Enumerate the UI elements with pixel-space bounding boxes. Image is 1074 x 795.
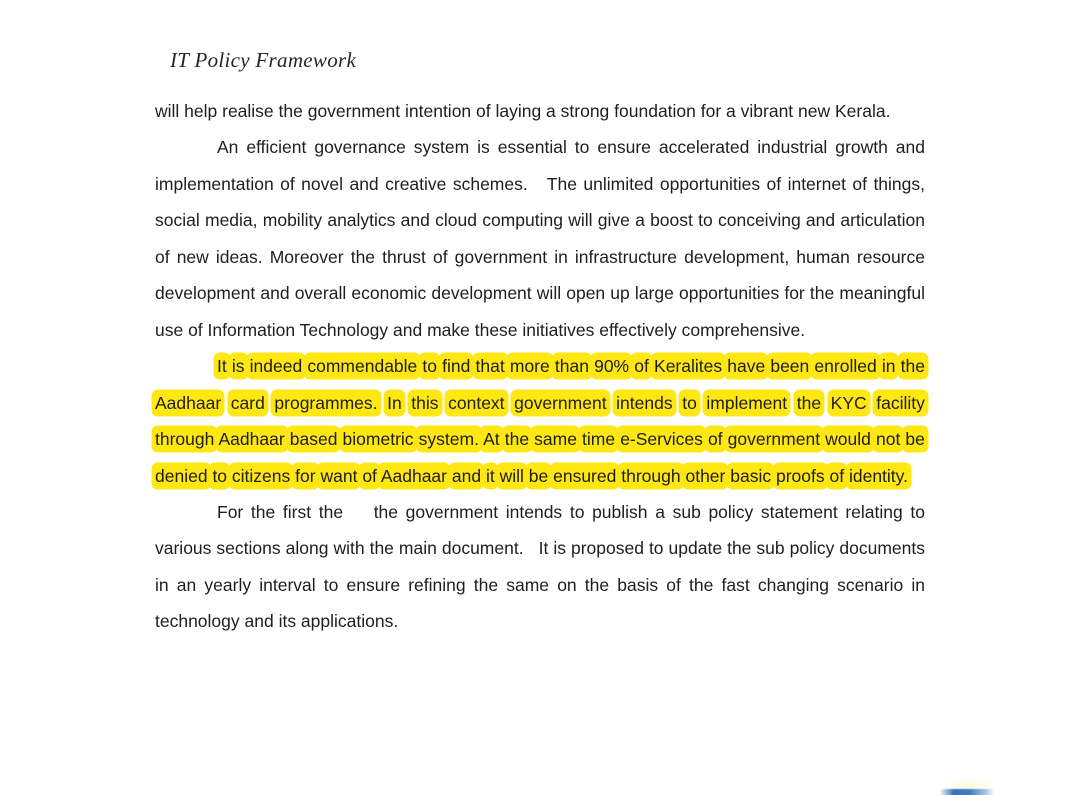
highlighted-word: Aadhaar — [155, 392, 222, 413]
highlighted-word: citizens — [231, 465, 291, 486]
highlighted-word: been — [770, 356, 810, 377]
highlighted-word: and — [451, 465, 482, 486]
highlighted-word: will — [499, 465, 524, 486]
highlighted-word: than — [554, 356, 589, 377]
bottom-edge-button[interactable] — [940, 789, 994, 795]
highlighted-word: context — [448, 392, 505, 413]
highlighted-word: through — [621, 465, 681, 486]
highlighted-word: same — [534, 429, 577, 450]
highlighted-word: would — [825, 429, 871, 450]
highlighted-word: 90% — [594, 356, 630, 377]
page-header-title: IT Policy Framework — [170, 48, 357, 72]
highlighted-word: identity. — [848, 465, 908, 486]
highlighted-word: e-Services — [620, 429, 703, 450]
highlighted-word: Aadhaar — [218, 429, 285, 450]
highlighted-word: based — [289, 429, 338, 450]
highlighted-word: implement — [706, 392, 788, 413]
highlighted-word: be — [905, 429, 925, 450]
document-body — [155, 93, 925, 640]
highlighted-word: indeed — [249, 356, 303, 377]
paragraph: For the first the the government intends to publish a sub policy statement relating to various sections along with the main document. It is proposed to update the sub policy documents in an yearly interval to ensure refining the same on the basis of the fast changing scenario in technology and its applications. — [155, 501, 925, 632]
paragraph: An efficient governance system is essential to ensure accelerated industrial growth and implementation of novel and creative schemes. The unlimited opportunities of internet of things, social media, mobility analytics and cloud computing will give a boost to conceiving and articulation of new ideas. Moreover the thrust of government in infrastructure development, human resource development and overall economic development will open up large opportunities for the meaningful use of Information Technology and make these initiatives effectively comprehensive. — [155, 137, 925, 340]
highlighted-word: that — [475, 356, 505, 377]
highlighted-word: proofs — [775, 465, 825, 486]
highlighted-word: the — [504, 429, 530, 450]
highlighted-word: the — [900, 356, 925, 377]
highlighted-word: Keralites — [654, 356, 723, 377]
highlighted-word: it — [485, 465, 495, 486]
highlighted-word: want — [320, 465, 358, 486]
highlighted-word: system. — [418, 429, 479, 450]
highlighted-word: in — [881, 356, 896, 377]
paragraph: will help realise the government intention of laying a strong foundation for a vibrant new Kerala. — [155, 101, 891, 121]
highlighted-word: biometric — [342, 429, 414, 450]
highlighted-word: have — [727, 356, 766, 377]
highlighted-word: ensured — [553, 465, 617, 486]
highlighted-word: other — [685, 465, 726, 486]
highlighted-word: basic — [730, 465, 772, 486]
highlighted-word: not — [876, 429, 901, 450]
highlighted-word: In — [387, 392, 402, 413]
highlighted-word: through — [155, 429, 215, 450]
highlighted-word: It — [217, 356, 227, 377]
highlighted-word: to — [682, 392, 697, 413]
highlighted-word: time — [582, 429, 616, 450]
highlighted-word: intends — [616, 392, 673, 413]
highlighted-word: to — [212, 465, 228, 486]
highlighted-word: of — [707, 429, 723, 450]
highlighted-word: enrolled — [814, 356, 877, 377]
highlighted-word: find — [442, 356, 471, 377]
highlighted-word: be — [528, 465, 549, 486]
highlighted-word: this — [411, 392, 439, 413]
highlighted-word: card — [230, 392, 265, 413]
highlighted-word: for — [295, 465, 316, 486]
highlighted-word: of — [362, 465, 377, 486]
highlighted-word: government — [727, 429, 821, 450]
highlighted-word: Aadhaar — [380, 465, 447, 486]
highlighted-word: At — [483, 429, 500, 450]
highlighted-word: to — [422, 356, 438, 377]
highlighted-word: is — [231, 356, 245, 377]
highlighted-word: KYC — [830, 392, 867, 413]
highlighted-word: government — [514, 392, 607, 413]
highlighted-word: facility — [876, 392, 925, 413]
highlighted-word: programmes. — [274, 392, 378, 413]
highlighted-word: of — [634, 356, 649, 377]
paragraph-highlighted — [155, 348, 925, 494]
highlighted-word: denied — [155, 465, 208, 486]
highlighted-word: more — [509, 356, 550, 377]
highlighted-word: commendable — [307, 356, 418, 377]
highlighted-word: of — [829, 465, 845, 486]
highlighted-word: the — [796, 392, 822, 413]
